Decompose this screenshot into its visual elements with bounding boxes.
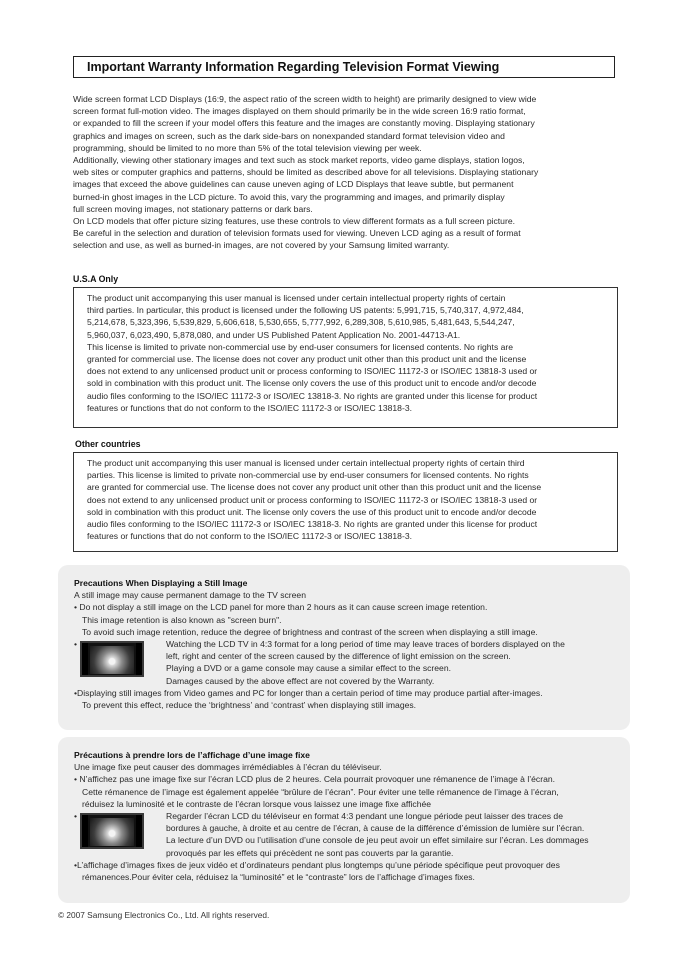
bullet-icon: • xyxy=(74,602,78,613)
usa-line: does not extend to any unlicensed product unit or process conforming to ISO/IEC 11172-3 or ISO/IEC 13818-3 used or xyxy=(87,366,538,377)
intro-line: selection and use, as well as burned-in images, are not covered by your Samsung limited warranty. xyxy=(73,240,450,251)
precautions-fr-panel xyxy=(58,737,630,903)
precautions-fr-bullet-1: • N’affichez pas une image fixe sur l’écran LCD plus de 2 heures. Cela pourrait provoquer une rémanence de l’image à l’écran. Cette rémanence de l’image est également appelée “brûlure de l’écran”. Pour éviter une telle rémanence de l’image à l’écran, réduisez la luminosité et le contraste de l’écran lorsque vous laissez une image fixe affichée xyxy=(74,774,559,809)
intro-line: or expanded to fill the screen if your model offers this feature and the images are constantly moving. Displaying stationary xyxy=(73,118,535,129)
intro-line: programming, should be limited to no more than 5% of the total television viewing per week. xyxy=(73,142,422,153)
intro-line: burned-in ghost images in the LCD picture. To avoid this, vary the programming and images, and primarily display xyxy=(73,191,505,202)
intro-line: web sites or computer graphics and patterns, should be limited as described above for all televisions. Displaying stationary xyxy=(73,167,539,178)
usa-label: U.S.A Only xyxy=(73,274,119,284)
usa-line: granted for commercial use. The license does not cover any product unit other than this product unit and the license xyxy=(87,354,527,365)
bullet-icon: • xyxy=(74,774,78,785)
usa-line: 5,960,037, 6,023,490, 5,878,080, and under US Published Patent Application No. 2001-44713-A1. xyxy=(87,329,461,340)
usa-line: This license is limited to private non-commercial use by end-user consumers for licensed contents. No rights are xyxy=(87,341,514,352)
precautions-en-sub: A still image may cause permanent damage to the TV screen xyxy=(74,590,306,601)
other-line: does not extend to any unlicensed product unit or process conforming to ISO/IEC 11172-3 or ISO/IEC 13818-3 used or xyxy=(87,494,538,505)
intro-line: On LCD models that offer picture sizing features, use these controls to view different formats as a full screen picture. xyxy=(73,216,515,227)
intro-line: full screen moving images, not stationary patterns or dark bars. xyxy=(73,203,313,214)
precautions-fr-bullet-2: • Regarder l’écran LCD du téléviseur en format 4:3 pendant une longue période peut laisser des traces de bordures à gauche, à droite et au centre de l’écran, à cause de la différence d’émission de lumière sur l’écran. La lecture d’un DVD ou l’utilisation d’une console de jeu peut avoir un effet similaire sur l’écran. Les dommages provoqués par les effets qui précèdent ne sont pas couverts par la garantie. xyxy=(74,811,589,858)
other-license-box xyxy=(73,452,618,552)
other-label: Other countries xyxy=(75,439,141,449)
precautions-fr-bullet-3: •L’affichage d’images fixes de jeux vidéo et d’ordinateurs pendant plus longtemps qu’une période spécifique peut provoquer des rémanences.Pour éviter cela, réduisez la “luminosité” et le “contraste” lors de l’affichage d’images fixes. xyxy=(74,859,560,883)
precautions-en-bullet-1: • Do not display a still image on the LCD panel for more than 2 hours as it can cause screen image retention. This image retention is also known as "screen burn". To avoid such image retention, reduce the degree of brightness and contrast of the screen when displaying a still image. xyxy=(74,602,538,637)
precautions-en-bullet-2: • Watching the LCD TV in 4:3 format for a long period of time may leave traces of borders displayed on the left, right and center of the screen caused by the difference of light emission on the screen. Playing a DVD or a game console may cause a similar effect to the screen. Damages caused by the above effect are not covered by the Warranty. xyxy=(74,639,565,686)
other-line: audio files conforming to the ISO/IEC 11172-3 or ISO/IEC 13818-3. No rights are granted under this license for product xyxy=(87,519,538,530)
intro-line: graphics and images on screen, such as the dark side-bars on nonexpanded standard format television video and xyxy=(73,130,505,141)
other-line: parties. This license is limited to private non-commercial use by end-user consumers for licensed contents. No rights xyxy=(87,470,529,481)
usa-line: 5,214,678, 5,323,396, 5,539,829, 5,606,618, 5,530,655, 5,777,992, 6,289,308, 5,610,985, 5,481,643, 5,544,247, xyxy=(87,317,515,328)
other-line: The product unit accompanying this user manual is licensed under certain intellectual property rights of certain third xyxy=(87,458,525,468)
usa-line: The product unit accompanying this user manual is licensed under certain intellectual property rights of certain xyxy=(87,293,506,303)
copyright-footer: © 2007 Samsung Electronics Co., Ltd. All rights reserved. xyxy=(58,910,270,920)
tv-screen-thumbnail-icon xyxy=(80,641,144,677)
intro-line: Additionally, viewing other stationary images and text such as stock market reports, video game displays, station logos, xyxy=(73,155,525,166)
precautions-en-bullet-3: •Displaying still images from Video games and PC for longer than a certain period of time may produce partial after-images. To prevent this effect, reduce the ‘brightness’ and ‘contrast’ when displaying still images. xyxy=(74,687,543,711)
other-line: features or functions that do not conform to the ISO/IEC 11172-3 or ISO/IEC 13818-3. xyxy=(87,531,412,542)
intro-line: images that exceed the above guidelines can cause uneven aging of LCD Displays that leave subtle, but permanent xyxy=(73,179,514,190)
intro-line: Wide screen format LCD Displays (16:9, the aspect ratio of the screen width to height) are primarily designed to view wide xyxy=(73,94,537,104)
precautions-fr-sub: Une image fixe peut causer des dommages irrémédiables à l’écran du téléviseur. xyxy=(74,762,382,773)
other-line: sold in combination with this product unit. The license only covers the use of this product unit to encode and/or decode xyxy=(87,506,537,517)
intro-line: Be careful in the selection and duration of television formats used for viewing. Uneven LCD aging as a result of format xyxy=(73,228,521,239)
precautions-en-panel xyxy=(58,565,630,730)
usa-line: sold in combination with this product unit. The license only covers the use of this product unit to encode and/or decode xyxy=(87,378,537,389)
usa-license-box xyxy=(73,287,618,428)
bullet-icon: • xyxy=(74,811,78,822)
bullet-icon: • xyxy=(74,687,78,698)
other-line: are granted for commercial use. The license does not cover any product unit other than this product unit and the license xyxy=(87,482,542,493)
bullet-icon: • xyxy=(74,859,78,870)
intro-line: screen format full-motion video. The images displayed on them should primarily be in the wide screen 16:9 ratio format, xyxy=(73,106,526,117)
usa-line: audio files conforming to the ISO/IEC 11172-3 or ISO/IEC 13818-3. No rights are granted under this license for product xyxy=(87,390,538,401)
precautions-fr-heading: Précautions à prendre lors de l’affichage d’une image fixe xyxy=(74,750,310,760)
intro-text xyxy=(73,93,623,252)
usa-line: features or functions that do not conform to the ISO/IEC 11172-3 or ISO/IEC 13818-3. xyxy=(87,402,412,413)
bullet-icon: • xyxy=(74,639,78,650)
page-title: Important Warranty Information Regarding Television Format Viewing xyxy=(73,56,615,78)
tv-screen-thumbnail-icon xyxy=(80,813,144,849)
precautions-en-heading: Precautions When Displaying a Still Image xyxy=(74,578,248,588)
usa-line: third parties. In particular, this product is licensed under the following US patents: 5,991,715, 5,740,317, 4,972,484, xyxy=(87,305,524,316)
